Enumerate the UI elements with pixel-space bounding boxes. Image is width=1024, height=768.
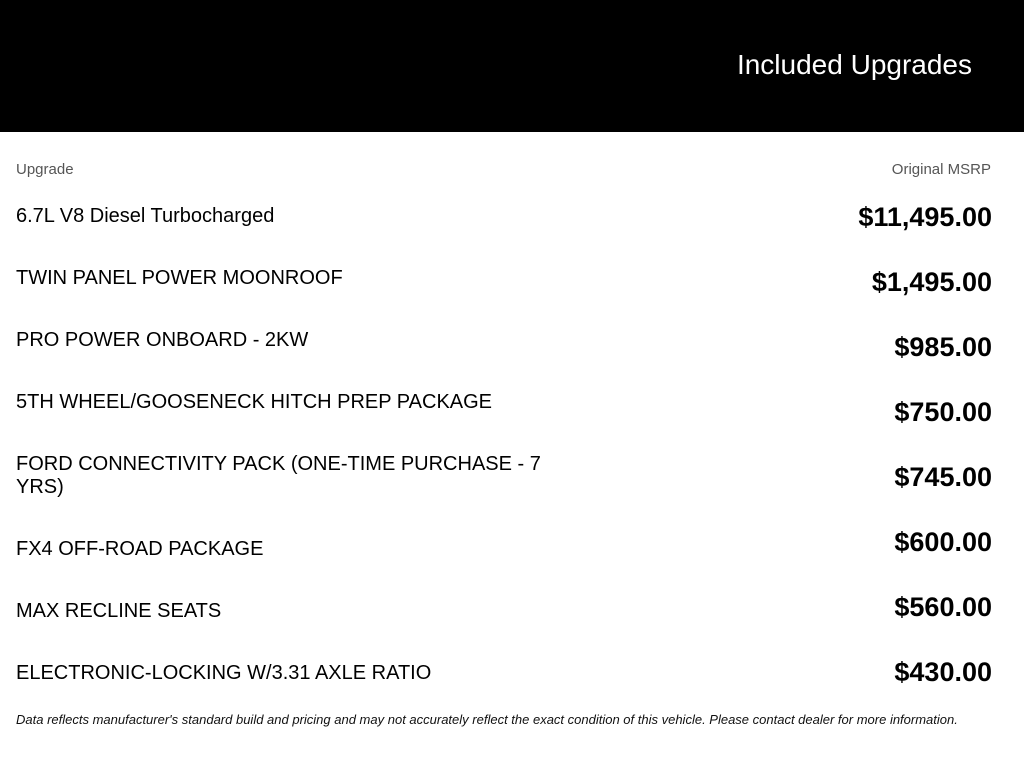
upgrade-price: $560.00 [894,592,992,622]
upgrade-price: $430.00 [894,657,992,687]
upgrade-price: $600.00 [894,527,992,557]
upgrade-name: 6.7L V8 Diesel Turbocharged [16,205,275,227]
upgrade-price: $750.00 [894,397,992,427]
upgrade-name: 5TH WHEEL/GOOSENECK HITCH PREP PACKAGE [16,391,493,413]
upgrade-name: TWIN PANEL POWER MOONROOF [16,267,343,289]
upgrade-price: $745.00 [894,462,992,492]
msrp-column-header: Original MSRP [891,161,991,178]
upgrade-name: MAX RECLINE SEATS [16,600,222,622]
upgrade-price: $11,495.00 [858,202,992,232]
upgrade-name: ELECTRONIC-LOCKING W/3.31 AXLE RATIO [16,662,432,684]
upgrade-name: PRO POWER ONBOARD - 2KW [16,329,309,351]
upgrade-list [16,0,992,768]
upgrade-column-header: Upgrade [16,161,74,178]
upgrade-price: $985.00 [894,332,992,362]
upgrade-name: FORD CONNECTIVITY PACK (ONE-TIME PURCHASE - 7 YRS) [16,453,541,498]
upgrade-price: $1,495.00 [871,267,992,297]
upgrade-name: FX4 OFF-ROAD PACKAGE [16,538,264,560]
page-title: Included Upgrades [736,49,972,80]
disclaimer-text: Data reflects manufacturer's standard build and pricing and may not accurately reflect the exact condition of this vehicle. Please contact dealer for more information. [16,712,958,727]
